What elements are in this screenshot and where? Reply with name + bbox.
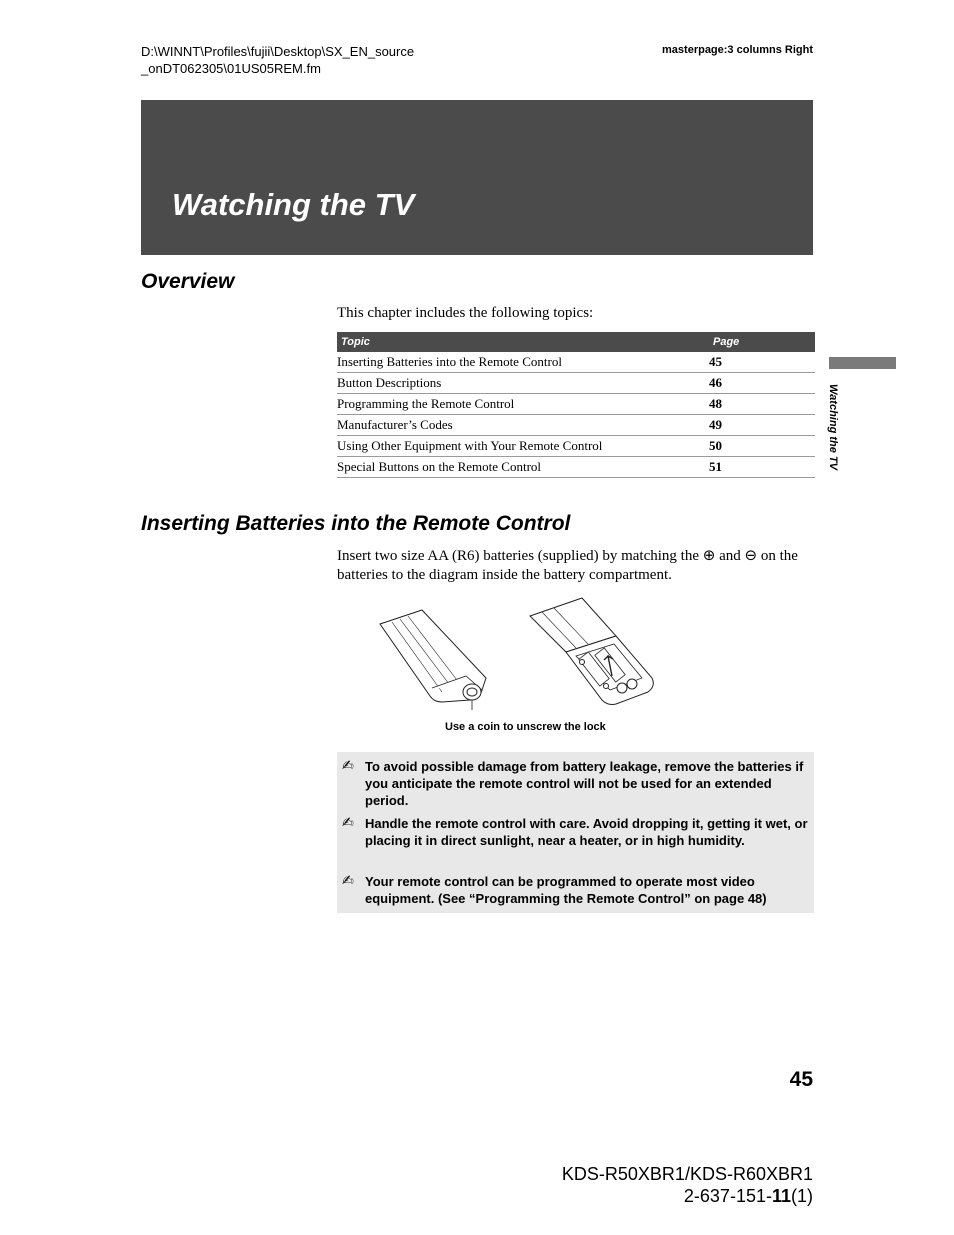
- batteries-instructions: [337, 546, 807, 585]
- notes-box: [337, 752, 814, 913]
- code-suffix: (1): [791, 1186, 813, 1206]
- topic-column-header: Topic: [337, 332, 709, 352]
- code-prefix: 2-637-151-: [683, 1186, 772, 1206]
- file-path-line-2: _onDT062305\01US05REM.fm: [141, 61, 321, 76]
- page-cell: 51: [709, 457, 815, 478]
- table-row: [337, 394, 815, 415]
- overview-heading: Overview: [141, 270, 235, 293]
- topics-table: [337, 332, 815, 478]
- table-row: [337, 415, 815, 436]
- topics-table-header: [337, 332, 815, 352]
- table-row: [337, 457, 815, 478]
- page-cell: 45: [709, 352, 815, 373]
- file-path-line-1: D:\WINNT\Profiles\fujii\Desktop\SX_EN_source: [141, 44, 415, 59]
- table-row: [337, 436, 815, 457]
- page-cell: 50: [709, 436, 815, 457]
- page-cell: 48: [709, 394, 815, 415]
- chapter-banner: [141, 100, 813, 255]
- note-text: To avoid possible damage from battery leakage, remove the batteries if you anticipate the remote control will not be used for an extended period.: [365, 759, 804, 808]
- file-path-note: [141, 43, 414, 77]
- remote-closed-illustration: [380, 610, 486, 710]
- note-text: Your remote control can be programmed to operate most video equipment. (See “Programming the Remote Control” on page 48): [365, 874, 767, 906]
- page-number: 45: [789, 1068, 813, 1091]
- pencil-note-icon: ✍: [342, 815, 354, 831]
- topic-cell: Button Descriptions: [337, 373, 709, 394]
- remote-open-illustration: [530, 598, 653, 705]
- instruction-text-end: on the batteries to the diagram inside the battery compartment.: [337, 548, 798, 583]
- topic-cell: Special Buttons on the Remote Control: [337, 457, 709, 478]
- batteries-heading: Inserting Batteries into the Remote Control: [141, 512, 571, 535]
- pencil-note-icon: ✍: [342, 873, 354, 889]
- pencil-note-icon: ✍: [342, 758, 354, 774]
- topic-cell: Using Other Equipment with Your Remote Control: [337, 436, 709, 457]
- model-footer: [562, 1163, 813, 1207]
- model-numbers: KDS-R50XBR1/KDS-R60XBR1: [561, 1164, 813, 1184]
- note-text: Handle the remote control with care. Avoid dropping it, getting it wet, or placing it in direct sunlight, near a heater, or in high humidity.: [365, 816, 808, 848]
- instruction-text-start: Insert two size AA (R6) batteries (supplied) by matching the: [337, 548, 699, 564]
- side-thumb-tab: [829, 357, 896, 369]
- document-code: [562, 1185, 813, 1207]
- masterpage-note: masterpage:3 columns Right: [662, 44, 813, 56]
- code-bold: 11: [771, 1186, 791, 1206]
- table-row: [337, 352, 815, 373]
- remote-battery-illustration: [370, 592, 670, 710]
- plus-polarity-icon: ⊕: [702, 546, 716, 564]
- table-row: [337, 373, 815, 394]
- side-section-label: Watching the TV: [827, 384, 839, 470]
- chapter-title: Watching the TV: [172, 187, 415, 222]
- page-column-header: Page: [709, 332, 815, 352]
- page-cell: 49: [709, 415, 815, 436]
- overview-intro: This chapter includes the following topics:: [337, 305, 594, 321]
- figure-caption: Use a coin to unscrew the lock: [445, 721, 606, 733]
- instruction-text-and: and: [719, 548, 741, 564]
- topic-cell: Manufacturer’s Codes: [337, 415, 709, 436]
- page-cell: 46: [709, 373, 815, 394]
- minus-polarity-icon: ⊖: [744, 546, 758, 564]
- topic-cell: Inserting Batteries into the Remote Control: [337, 352, 709, 373]
- topic-cell: Programming the Remote Control: [337, 394, 709, 415]
